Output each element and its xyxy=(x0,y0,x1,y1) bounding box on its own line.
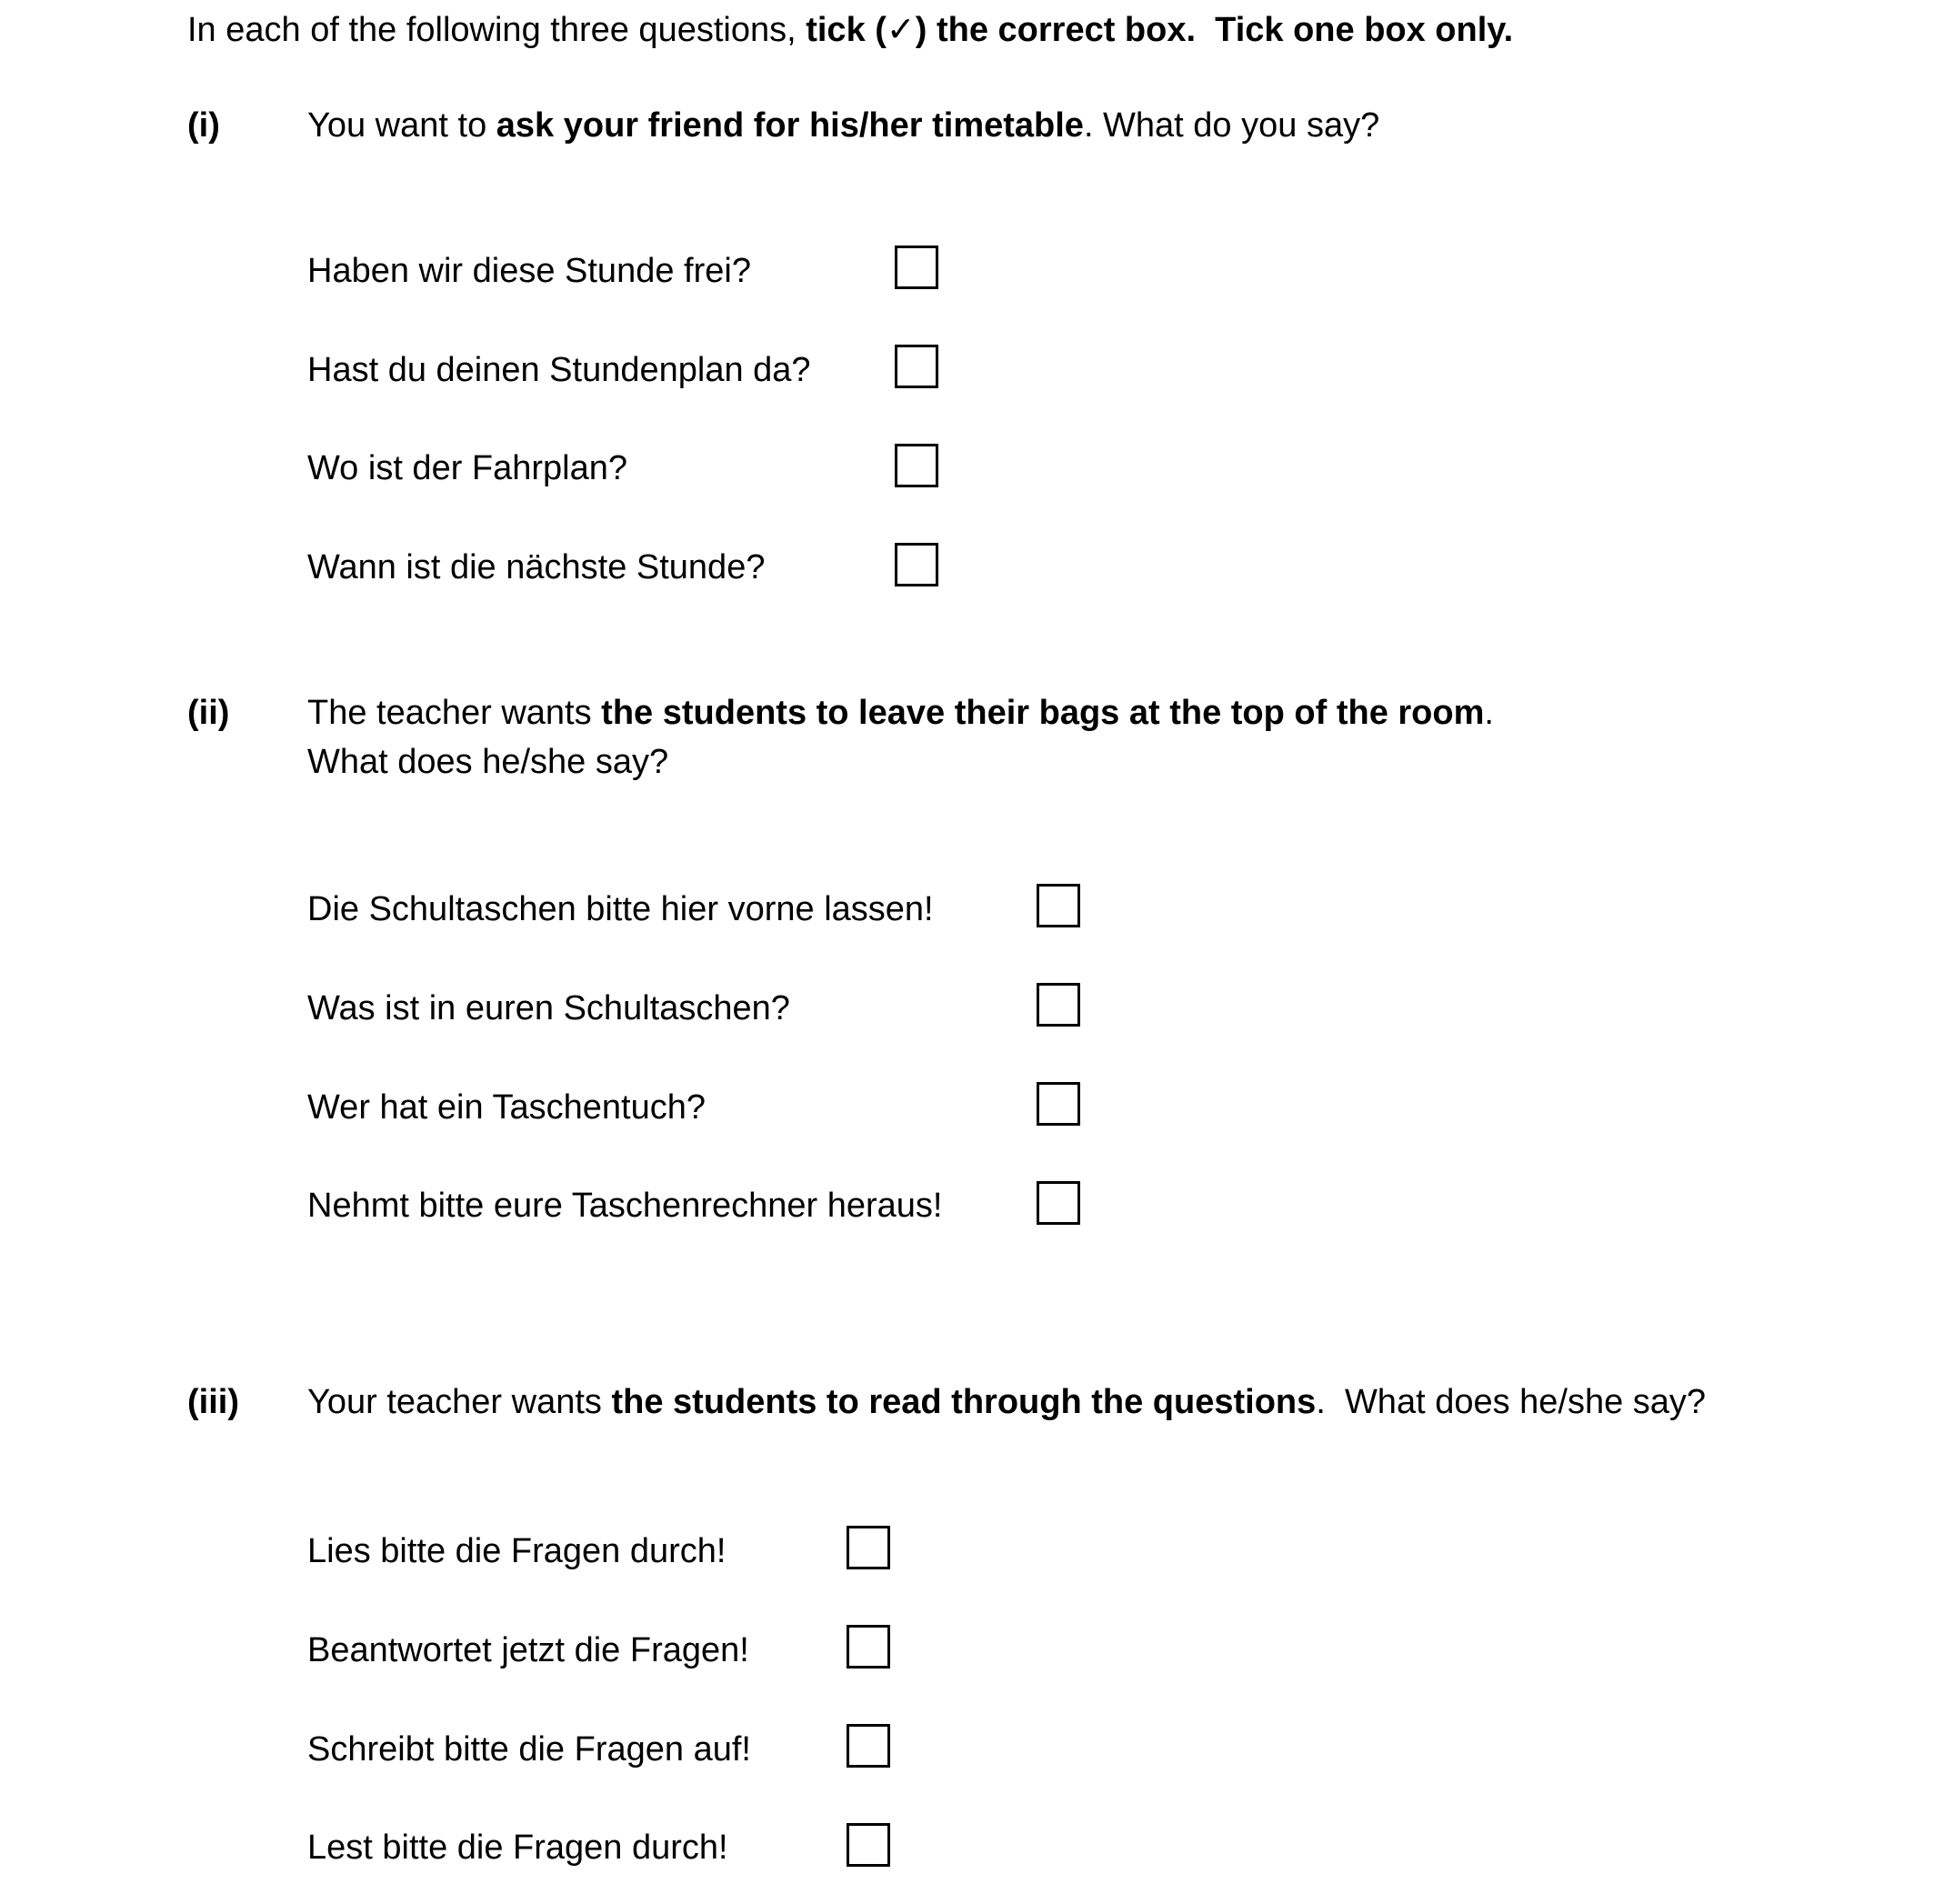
question-3-option-4-checkbox[interactable] xyxy=(847,1823,890,1867)
question-3-option-2: Beantwortet jetzt die Fragen! xyxy=(307,1631,749,1669)
question-1-option-1-checkbox[interactable] xyxy=(895,246,938,289)
instructions-tick-emphasis: tick (✓) the correct box. xyxy=(806,11,1197,49)
question-2-option-3: Wer hat ein Taschentuch? xyxy=(307,1088,706,1127)
question-3-prompt-end: . What does he/she say? xyxy=(1316,1383,1707,1421)
question-1-prompt-text: You want to xyxy=(307,106,496,145)
instructions-one-box-emphasis: Tick one box only. xyxy=(1215,11,1514,49)
instructions-gap xyxy=(1196,11,1215,49)
question-2-option-4-checkbox[interactable] xyxy=(1037,1181,1080,1225)
question-3-option-2-checkbox[interactable] xyxy=(847,1625,890,1669)
question-1-option-2-checkbox[interactable] xyxy=(895,345,938,388)
question-3-prompt xyxy=(307,1381,1706,1423)
instructions xyxy=(187,9,1513,51)
question-3-option-4: Lest bitte die Fragen durch! xyxy=(307,1829,728,1867)
question-1-prompt-end: . What do you say? xyxy=(1083,106,1380,145)
instructions-text: In each of the following three questions, xyxy=(187,11,807,49)
question-1-number: (i) xyxy=(187,106,220,145)
question-2-prompt-text: The teacher wants xyxy=(307,694,602,732)
question-3-prompt-emphasis: the students to read through the questions xyxy=(611,1383,1317,1421)
question-2-option-2-checkbox[interactable] xyxy=(1037,983,1080,1027)
question-3-option-3-checkbox[interactable] xyxy=(847,1724,890,1768)
question-2-prompt-line-2: What does he/she say? xyxy=(307,743,669,781)
question-2-prompt-end: . xyxy=(1484,694,1494,732)
question-3-prompt-text: Your teacher wants xyxy=(307,1383,612,1421)
question-2-option-4: Nehmt bitte eure Taschenrechner heraus! xyxy=(307,1187,943,1225)
question-2-option-3-checkbox[interactable] xyxy=(1037,1082,1080,1126)
question-1-option-3: Wo ist der Fahrplan? xyxy=(307,449,628,487)
question-2-option-2: Was ist in euren Schultaschen? xyxy=(307,989,790,1027)
question-2-prompt-emphasis: the students to leave their bags at the top of the room xyxy=(601,694,1485,732)
question-1-option-4: Wann ist die nächste Stunde? xyxy=(307,548,766,586)
question-2-prompt xyxy=(307,692,1494,734)
question-3-option-1: Lies bitte die Fragen durch! xyxy=(307,1532,726,1570)
question-3-option-1-checkbox[interactable] xyxy=(847,1526,890,1569)
question-2-number: (ii) xyxy=(187,694,230,732)
question-1-option-2: Hast du deinen Stundenplan da? xyxy=(307,351,811,389)
question-3-number: (iii) xyxy=(187,1383,239,1421)
question-1-option-1: Haben wir diese Stunde frei? xyxy=(307,252,751,290)
question-2-option-1: Die Schultaschen bitte hier vorne lassen! xyxy=(307,890,934,928)
question-3-option-3: Schreibt bitte die Fragen auf! xyxy=(307,1730,751,1769)
question-1-prompt-emphasis: ask your friend for his/her timetable xyxy=(496,106,1084,145)
question-1-option-4-checkbox[interactable] xyxy=(895,543,938,586)
question-1-prompt xyxy=(307,105,1379,146)
question-2-option-1-checkbox[interactable] xyxy=(1037,884,1080,927)
question-1-option-3-checkbox[interactable] xyxy=(895,444,938,487)
